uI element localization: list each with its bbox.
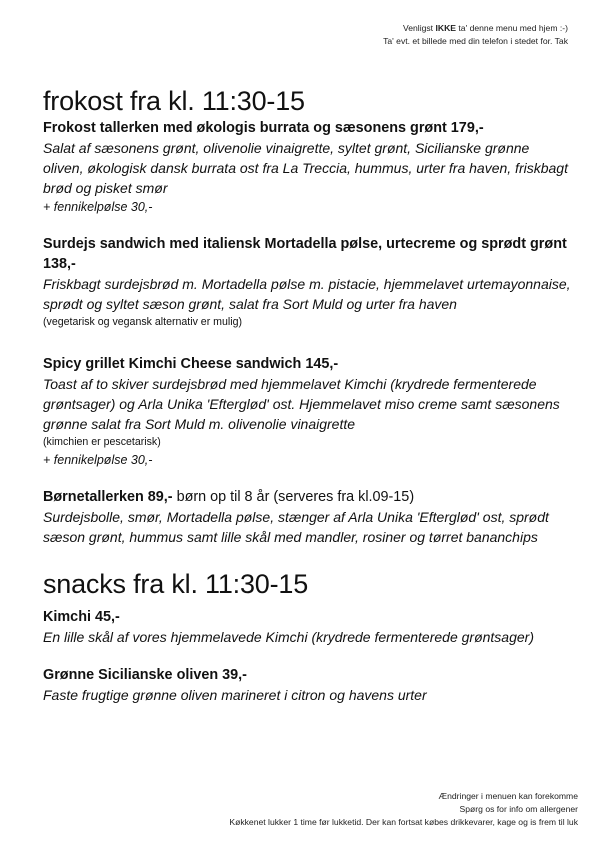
item-dietary-note: (vegetarisk og vegansk alternativ er mulig) <box>43 316 243 328</box>
snacks-section-title: snacks fra kl. 11:30-15 <box>43 569 309 599</box>
item-description: Surdejsbolle, smør, Mortadella pølse, stænger af Arla Unika 'Efterglød' ost, sprødt sæson grønt, hummus samt lille skål med mandler, rosiner og tørret bananchips <box>43 509 549 545</box>
item-description: Salat af sæsonens grønt, olivenolie vinaigrette, syltet grønt, Sicilianske grønne oliven, økologisk dansk burrata ost fra La Treccia, hummus, urter fra haven, friskbagt brød og pisket smør <box>43 140 568 196</box>
menu-item-oliven <box>43 665 573 705</box>
item-name: Børnetallerken 89,- børn op til 8 år (serveres fra kl.09-15) <box>43 489 415 505</box>
lunch-section-title: frokost fra kl. 11:30-15 <box>43 86 305 116</box>
menu-content <box>43 84 573 705</box>
item-name: Spicy grillet Kimchi Cheese sandwich 145,- <box>43 356 339 372</box>
item-description: En lille skål af vores hjemmelavede Kimchi (krydrede fermenterede grøntsager) <box>43 629 534 645</box>
item-addon: + fennikelpølse 30,- <box>43 453 153 467</box>
take-home-notice <box>383 22 568 48</box>
menu-item-boernetallerken <box>43 487 573 547</box>
emphasis-ikke: IKKE <box>435 23 457 33</box>
item-name: Frokost tallerken med økologis burrata og sæsonens grønt 179,- <box>43 120 484 136</box>
menu-item-kimchi <box>43 607 573 647</box>
item-name: Kimchi 45,- <box>43 609 120 625</box>
item-description: Toast af to skiver surdejsbrød med hjemmelavet Kimchi (krydrede fermenterede grøntsager) og Arla Unika 'Efterglød' ost. Hjemmelavet miso creme samt sæsonens grønne salat fra Sort Muld m. olivenolie vinaigrette <box>43 376 560 432</box>
menu-item-kimchi-cheese-sandwich <box>43 354 573 469</box>
item-addon: + fennikelpølse 30,- <box>43 200 153 214</box>
footer-notice-line-1: Ændringer i menuen kan forekomme <box>438 791 578 801</box>
item-name: Surdejs sandwich med italiensk Mortadella pølse, urtecreme og sprødt grønt 138,- <box>43 236 567 272</box>
take-home-notice-line-1: Venligst IKKE ta' denne menu med hjem :-) <box>402 23 568 33</box>
item-name-suffix: børn op til 8 år (serveres fra kl.09-15) <box>172 489 415 505</box>
footer-notice-line-3: Køkkenet lukker 1 time før lukketid. Der kan fortsat købes drikkevarer, kage og is frem til luk <box>229 817 578 827</box>
footer-notice-line-2: Spørg os for info om allergener <box>459 804 578 814</box>
item-description: Faste frugtige grønne oliven marineret i citron og havens urter <box>43 687 427 703</box>
item-name: Grønne Sicilianske oliven 39,- <box>43 667 247 683</box>
menu-item-surdejs-sandwich <box>43 234 573 331</box>
menu-item-frokost-tallerken <box>43 118 573 216</box>
item-dietary-note: (kimchien er pescetarisk) <box>43 436 161 448</box>
item-description: Friskbagt surdejsbrød m. Mortadella pølse m. pistacie, hjemmelavet urtemayonnaise, sprødt og syltet sæson grønt, salat fra Sort Muld og urter fra haven <box>43 276 571 312</box>
footer-notice <box>229 790 578 829</box>
take-home-notice-line-2: Ta' evt. et billede med din telefon i stedet for. Tak <box>383 36 568 46</box>
